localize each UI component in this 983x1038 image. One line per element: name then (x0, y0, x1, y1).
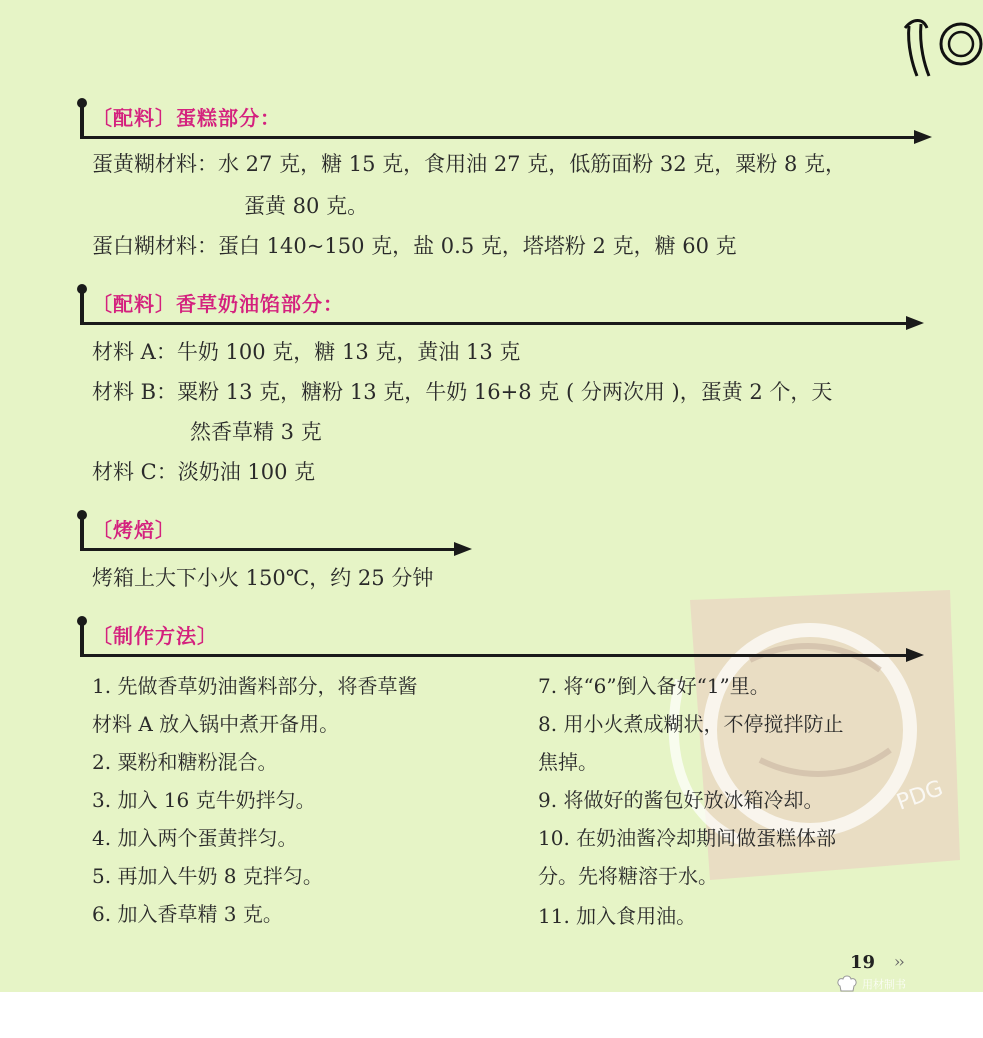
section-arrow-line (80, 322, 910, 325)
arrow-right-icon (914, 130, 932, 144)
arrow-right-icon (454, 542, 472, 556)
filling-a-label: 材料 A： (92, 340, 177, 364)
page-number: 19 (850, 952, 876, 973)
bake-line: 烤箱上大下小火 150℃，约 25 分钟 (92, 566, 434, 590)
section-bar (80, 286, 84, 324)
svg-text:PDG: PDG (893, 775, 947, 816)
cake-white-row (92, 234, 737, 259)
section-arrow-line (80, 548, 460, 551)
filling-c-row (92, 460, 315, 485)
page-nav-arrows[interactable]: ›› (894, 952, 903, 971)
step-line: 10. 在奶油酱冷却期间做蛋糕体部 (538, 826, 837, 850)
step-line: 2. 粟粉和糖粉混合。 (92, 750, 278, 774)
step-line: 5. 再加入牛奶 8 克拌匀。 (92, 864, 323, 888)
cake-white-label: 蛋白糊材料： (92, 234, 218, 258)
step-line: 4. 加入两个蛋黄拌匀。 (92, 826, 298, 850)
step-line: 7. 将“6”倒入备好“1”里。 (538, 674, 770, 698)
cake-yolk-line2: 蛋黄 80 克。 (244, 194, 369, 218)
decorative-scribble-icon (899, 6, 983, 86)
section-filling-title: 〔配料〕香草奶油馅部分： (92, 292, 344, 316)
cake-yolk-label: 蛋黄糊材料： (92, 152, 218, 176)
filling-b-label: 材料 B： (92, 380, 178, 404)
step-line: 1. 先做香草奶油酱料部分，将香草酱 (92, 674, 418, 698)
section-bar (80, 618, 84, 656)
chef-hat-icon (836, 974, 858, 992)
step-line: 焦掉。 (538, 750, 598, 774)
filling-b-row2 (190, 420, 322, 445)
step-line: 11. 加入食用油。 (538, 904, 697, 928)
step-line: 8. 用小火煮成糊状，不停搅拌防止 (538, 712, 844, 736)
cake-yolk-line1: 水 27 克，糖 15 克，食用油 27 克，低筋面粉 32 克，粟粉 8 克， (218, 152, 846, 176)
section-bar (80, 512, 84, 550)
cake-white-line: 蛋白 140~150 克，盐 0.5 克，塔塔粉 2 克，糖 60 克 (218, 234, 737, 258)
filling-a-row (92, 340, 520, 365)
filling-a-line: 牛奶 100 克，糖 13 克，黄油 13 克 (176, 340, 521, 364)
cake-yolk-row2 (244, 194, 368, 219)
cake-yolk-row (92, 152, 846, 177)
filling-b-line1: 粟粉 13 克，糖粉 13 克，牛奶 16+8 克 ( 分两次用 )，蛋黄 2 个，天 (177, 380, 833, 404)
arrow-right-icon (906, 648, 924, 662)
filling-c-line: 淡奶油 100 克 (177, 460, 316, 484)
section-arrow-line (80, 136, 920, 139)
step-line: 分。先将糖溶于水。 (538, 864, 718, 888)
filling-b-line2: 然香草精 3 克 (190, 420, 322, 444)
section-method-title: 〔制作方法〕 (92, 624, 218, 648)
section-bake-title: 〔烤焙〕 (92, 518, 176, 542)
arrow-right-icon (906, 316, 924, 330)
step-line: 6. 加入香草精 3 克。 (92, 902, 283, 926)
step-line: 9. 将做好的酱包好放冰箱冷却。 (538, 788, 824, 812)
step-line: 3. 加入 16 克牛奶拌匀。 (92, 788, 316, 812)
section-cake-title: 〔配料〕蛋糕部分： (92, 106, 281, 130)
site-watermark-text: 用材制书 (862, 978, 906, 991)
filling-b-row (92, 380, 832, 405)
filling-c-label: 材料 C： (92, 460, 178, 484)
bake-row (92, 566, 433, 591)
section-bar (80, 100, 84, 138)
step-line: 材料 A 放入锅中煮开备用。 (92, 712, 340, 736)
section-arrow-line (80, 654, 910, 657)
